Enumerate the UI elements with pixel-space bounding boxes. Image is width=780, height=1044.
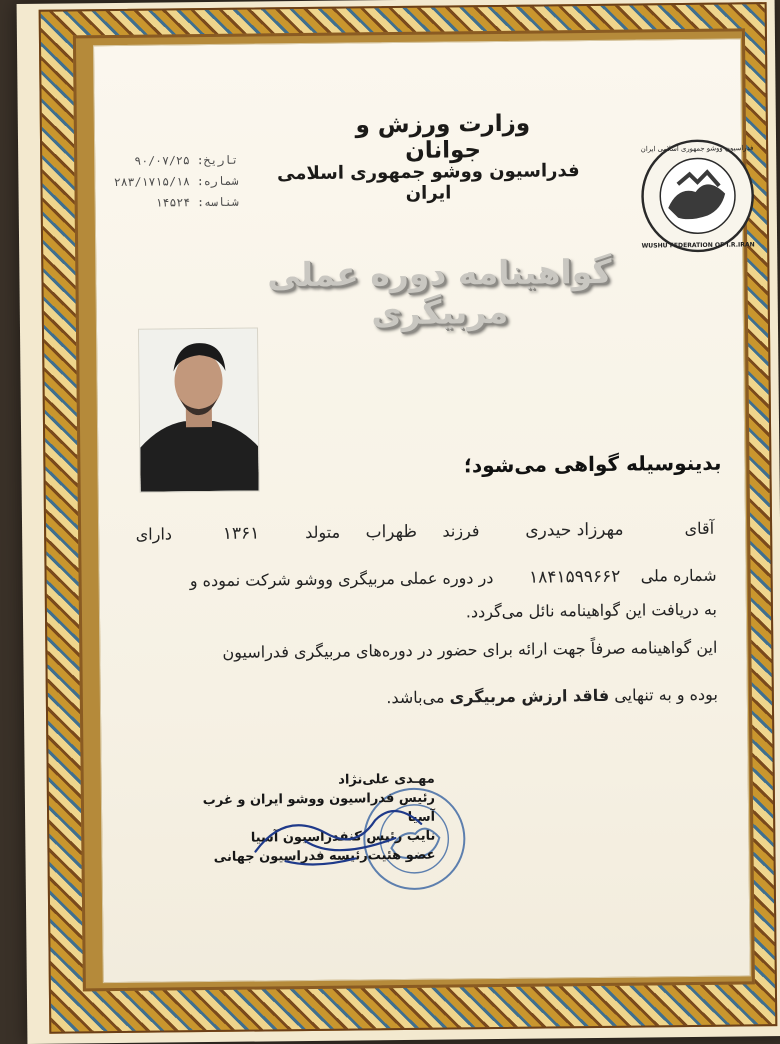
national-id-label: شماره ملی bbox=[640, 565, 717, 586]
portrait-photo bbox=[138, 327, 260, 492]
logo-ring-text-top: فدراسیون ووشو جمهوری اسلامی ایران bbox=[640, 144, 754, 154]
date-label: تاریخ: bbox=[196, 152, 239, 168]
birth-year: ۱۳۶۱ bbox=[222, 523, 260, 544]
federation-title: فدراسیون ووشو جمهوری اسلامی ایران bbox=[276, 160, 580, 204]
line5-start: بوده و به تنهایی bbox=[614, 684, 718, 705]
date-row bbox=[114, 150, 238, 172]
number-label: شماره: bbox=[196, 173, 239, 189]
father-name: ظهراب bbox=[365, 521, 418, 543]
body-line-3: به دریافت این گواهینامه نائل می‌گردد. bbox=[465, 599, 718, 622]
mr-label: آقای bbox=[684, 518, 715, 539]
signatory-role-3: عضو هئیت‌رئیسه فدراسیون جهانی bbox=[213, 847, 436, 865]
person-photo-icon bbox=[139, 328, 259, 491]
reference-block bbox=[114, 150, 239, 214]
number-row bbox=[114, 171, 238, 193]
signatory-name: مهـدی علی‌نژاد bbox=[338, 771, 435, 788]
son-of-label: فرزند bbox=[442, 521, 480, 541]
id-row bbox=[115, 192, 239, 214]
certification-line: بدینوسیله گواهی می‌شود؛ bbox=[463, 450, 722, 478]
course-text: در دوره عملی مربیگری ووشو شرکت نموده و bbox=[189, 568, 494, 591]
body-line-4: این گواهینامه صرفاً جهت ارائه برای حضور در دوره‌های مربیگری فدراسیون bbox=[222, 637, 718, 662]
date-value: ۹۰/۰۷/۲۵ bbox=[134, 153, 190, 168]
signatory-role-2: نایب رئیس کنفدراسیون آسیا bbox=[250, 828, 436, 846]
logo-ring-text-bottom: WUSHU FEDERATION OF I.R.IRAN bbox=[641, 241, 755, 250]
line5-bold: فاقد ارزش مربیگری bbox=[449, 685, 610, 707]
ministry-title: وزارت ورزش و جوانان bbox=[355, 110, 531, 164]
federation-logo bbox=[638, 136, 757, 255]
id-value: ۱۴۵۲۴ bbox=[155, 195, 191, 210]
born-label: متولد bbox=[305, 522, 341, 543]
id-label: شناسه: bbox=[197, 194, 239, 210]
holder-name: مهرزاد حیدری bbox=[525, 519, 624, 541]
national-id: ۱۸۴۱۵۹۹۶۶۲ bbox=[528, 566, 621, 588]
handwritten-signature bbox=[245, 780, 446, 872]
certificate-title: گواهینامه دوره عملی مربیگری bbox=[267, 251, 612, 333]
line5-end: می‌باشد. bbox=[386, 687, 445, 708]
having-label: دارای bbox=[135, 524, 173, 544]
signatory-role-1: رئیس فدراسیون ووشو ایران و غرب آسیا bbox=[202, 790, 436, 825]
certificate-frame bbox=[17, 0, 780, 1044]
number-value: ۲۸۳/۱۷۱۵/۱۸ bbox=[113, 174, 191, 189]
